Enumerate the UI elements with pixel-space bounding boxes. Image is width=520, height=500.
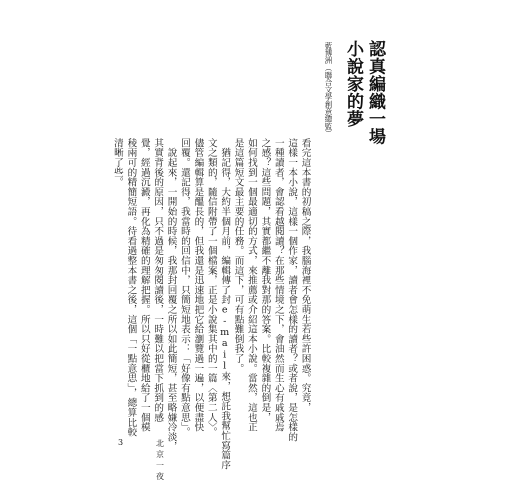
chapter-title-line-1: 認真編織一場 [365,40,385,145]
running-book-title: 北京一夜 [156,439,165,481]
body-line: 是這篇短文最主要的任務。而這下，可有點難倒我了。 [232,138,244,374]
body-line: 回覆。還記得，我當時的回信中，只簡短地表示：「好像有點意思」。 [178,138,190,437]
body-line: 覺，經過沉澱，再化為精確的理解把握。所以只好從櫃地給了一個模 [138,138,150,432]
body-line: 儘管編輯算是醞長的，但我還是迅速地把它給瀏覽過一遍，以便盡快 [192,138,204,432]
body-line: 文之類的，隨信附帶了一個檔案，正是小說集其中的一篇〈第二人〉。 [205,138,217,437]
body-line: 這樣一本小說，這樣一個作家，讀者會怎樣的讀者？或者說，是怎樣的 [286,138,298,442]
body-line: 清晰了些。 [111,138,123,187]
chapter-title-line-2: 小說家的夢 [343,40,363,128]
body-line: 如何找到一個最適切的方式，來推薦或介紹這本小說。當然，這也正 [245,138,257,432]
body-line: 說起來，一開始的時候，我那封回覆之所以如此簡短，甚至略嫌冷淡， [165,138,177,452]
body-line: 之感？這些問題，其實都繼不離我對那的答案。比較複雜的倒是， [259,138,271,423]
body-line: 看完這本書的初稿之際，我腦海裡不免萌生若些許困惑。究竟， [299,138,311,413]
body-line: 稜兩可的精簡短語。待看過整本書之後，這個「一點意思」，總算比較 [125,138,137,437]
body-line: 其實背後的原因，只不過是匆匆閱讀後，一時難以把當下抓到的感 [152,138,164,423]
author-byline: 藍博洲︵聯合文學創意總監︶ [324,42,333,137]
page-number: 3 [118,438,124,447]
body-line: 一種讀者，會認看越閱讀？在那些情境之下，會油然而生心有戚戚焉 [272,138,284,432]
body-line: 猶記得，大約半個月前，編輯傳了封e-mail來，想託我幫忙寫篇序 [219,138,231,470]
